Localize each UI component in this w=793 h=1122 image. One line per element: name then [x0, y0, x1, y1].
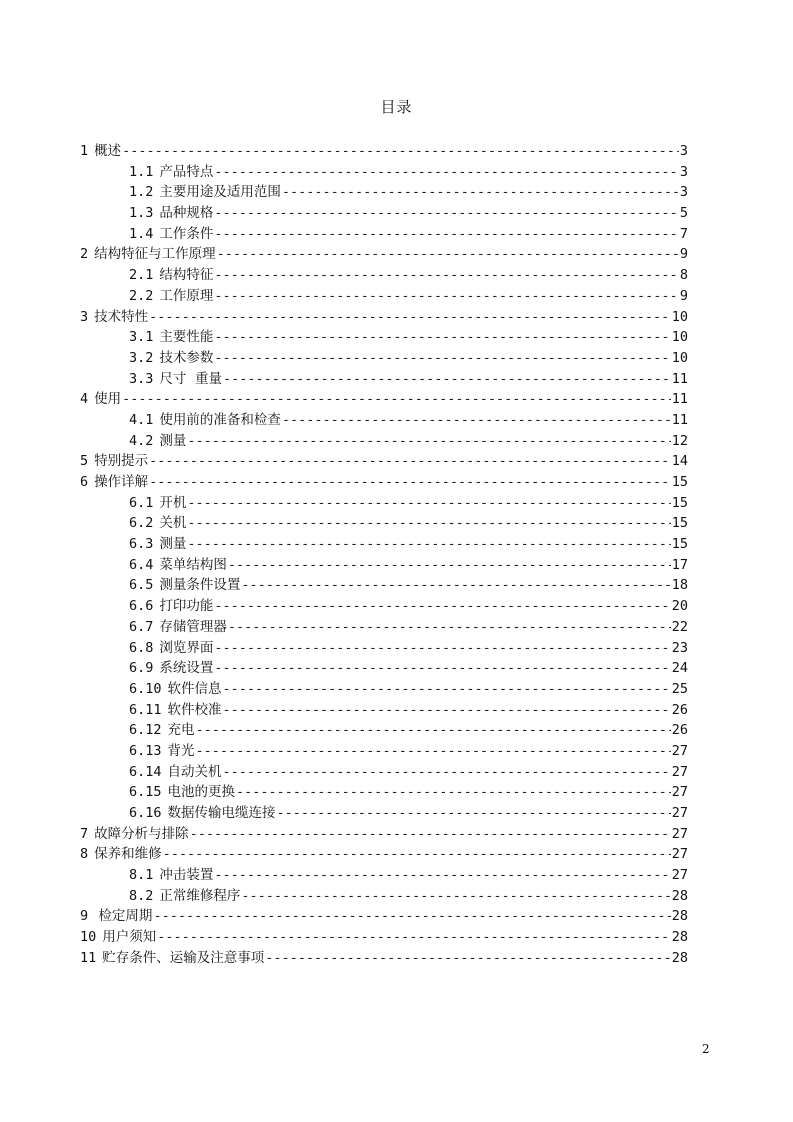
toc-entry-page: 7 — [679, 225, 688, 242]
toc-entry — [80, 555, 688, 576]
toc-entry-label: 尺寸 重量 — [159, 370, 222, 387]
toc-entry-label: 贮存条件、运输及注意事项 — [102, 949, 265, 966]
toc-entry-number: 6 — [80, 474, 89, 490]
toc-entry — [80, 803, 688, 824]
toc-entry-page: 28 — [671, 929, 688, 946]
toc-entry-label: 软件校准 — [167, 701, 222, 718]
toc-entry-number: 6.6 — [129, 598, 154, 615]
toc-dot-leader — [190, 824, 671, 845]
toc-entry-label: 关机 — [159, 515, 187, 532]
toc-entry-number: 6.12 — [129, 722, 162, 739]
toc-entry — [80, 307, 688, 328]
toc-entry-label: 开机 — [159, 494, 187, 511]
toc-entry-number: 1.3 — [129, 205, 154, 222]
toc-entry — [80, 575, 688, 596]
toc-entry-number: 3.2 — [129, 349, 154, 366]
toc-entry — [80, 431, 688, 452]
toc-dot-leader — [228, 617, 671, 638]
toc-entry-page: 27 — [671, 805, 688, 821]
toc-entry-number: 3.1 — [129, 329, 154, 346]
toc-entry-label: 技术特性 — [94, 308, 149, 325]
toc-entry-label: 菜单结构图 — [159, 556, 227, 573]
toc-entry-page: 15 — [671, 515, 688, 532]
toc-entry-label: 存储管理器 — [159, 618, 227, 635]
toc-entry-label: 正常维修程序 — [159, 887, 241, 904]
toc-dot-leader — [214, 348, 670, 369]
toc-dot-leader — [228, 555, 671, 576]
toc-entry-label: 结构特征 — [159, 267, 214, 284]
toc-entry-page: 27 — [671, 742, 688, 759]
toc-entry-number: 6.5 — [129, 577, 154, 594]
toc-entry-number: 5 — [80, 453, 89, 470]
toc-entry-number: 6.7 — [129, 618, 154, 635]
toc-entry-page: 18 — [671, 577, 688, 594]
toc-entry-page: 15 — [671, 494, 688, 511]
toc-dot-leader — [187, 513, 670, 534]
toc-entry-label: 打印功能 — [159, 598, 214, 615]
toc-dot-leader — [187, 534, 670, 555]
toc-dot-leader — [122, 389, 671, 410]
toc-entry-label: 使用 — [94, 391, 122, 408]
toc-entry — [80, 886, 688, 907]
toc-entry-number: 1 — [80, 143, 89, 159]
toc-entry-number: 11 — [80, 949, 97, 966]
toc-entry-page: 27 — [671, 763, 688, 780]
toc-entry — [80, 286, 688, 307]
toc-dot-leader — [214, 865, 670, 886]
toc-entry — [80, 720, 688, 741]
toc-entry-label: 工作条件 — [159, 225, 214, 242]
toc-entry-label: 检定周期 — [94, 908, 153, 925]
toc-dot-leader — [223, 700, 671, 721]
toc-entry — [80, 948, 688, 969]
toc-entry-label: 自动关机 — [167, 763, 222, 780]
toc-entry-label: 操作详解 — [94, 474, 149, 490]
toc-entry-label: 用户须知 — [102, 929, 157, 946]
toc-entry-page: 9 — [679, 246, 688, 263]
toc-entry-page: 22 — [671, 618, 688, 635]
toc-entry-page: 14 — [671, 453, 688, 470]
toc-dot-leader — [265, 948, 670, 969]
toc-entry-page: 11 — [671, 411, 688, 428]
toc-entry — [80, 513, 688, 534]
toc-entry-number: 3.3 — [129, 370, 154, 387]
toc-entry — [80, 700, 688, 721]
toc-entry-number: 8.1 — [129, 867, 154, 884]
toc-entry — [80, 162, 688, 183]
toc-entry-label: 故障分析与排除 — [94, 825, 189, 842]
toc-entry-label: 数据传输电缆连接 — [167, 805, 276, 821]
toc-dot-leader — [214, 596, 670, 617]
toc-dot-leader — [214, 162, 678, 183]
toc-entry-page: 23 — [671, 639, 688, 656]
toc-entry — [80, 141, 688, 162]
toc-entry-number: 6.9 — [129, 660, 154, 677]
toc-entry-label: 背光 — [167, 742, 195, 759]
toc-dot-leader — [223, 762, 671, 783]
toc-dot-leader — [196, 720, 671, 741]
toc-entry — [80, 824, 688, 845]
toc-entry-number: 9 — [80, 908, 89, 925]
toc-dot-leader — [277, 803, 671, 824]
toc-dot-leader — [187, 431, 670, 452]
toc-entry-label: 浏览界面 — [159, 639, 214, 656]
toc-dot-leader — [122, 141, 679, 162]
toc-entry — [80, 865, 688, 886]
toc-entry-number: 4.2 — [129, 432, 154, 449]
toc-entry-number: 1.2 — [129, 184, 154, 201]
toc-entry-label: 使用前的准备和检查 — [159, 411, 281, 428]
toc-entry — [80, 369, 688, 390]
toc-dot-leader — [236, 782, 671, 803]
toc-dot-leader — [282, 410, 671, 431]
toc-entry-label: 充电 — [167, 722, 195, 739]
toc-entry-label: 系统设置 — [159, 660, 214, 677]
toc-dot-leader — [223, 679, 671, 700]
toc-dot-leader — [149, 451, 671, 472]
toc-entry-label: 测量 — [159, 536, 187, 553]
toc-entry-page: 5 — [679, 205, 688, 222]
toc-entry-page: 10 — [671, 349, 688, 366]
toc-entry-page: 24 — [671, 660, 688, 677]
toc-entry-number: 6.15 — [129, 784, 162, 801]
toc-entry — [80, 493, 688, 514]
toc-dot-leader — [241, 886, 670, 907]
toc-entry — [80, 596, 688, 617]
toc-entry-number: 6.2 — [129, 515, 154, 532]
toc-entry-page: 28 — [671, 908, 688, 925]
toc-entry — [80, 472, 688, 493]
toc-dot-leader — [153, 906, 670, 927]
toc-dot-leader — [282, 182, 679, 203]
toc-entry — [80, 182, 688, 203]
toc-entry-page: 11 — [671, 391, 688, 408]
toc-entry — [80, 534, 688, 555]
toc-entry-label: 电池的更换 — [167, 784, 236, 801]
toc-dot-leader — [149, 472, 671, 493]
toc-entry-page: 10 — [671, 329, 688, 346]
toc-entry — [80, 348, 688, 369]
toc-dot-leader — [214, 224, 678, 245]
toc-dot-leader — [163, 844, 671, 865]
toc-entry-number: 6.3 — [129, 536, 154, 553]
toc-entry-number: 1.1 — [129, 163, 154, 180]
toc-entry-number: 6.11 — [129, 701, 162, 718]
toc-dot-leader — [187, 493, 670, 514]
toc-entry-label: 产品特点 — [159, 163, 214, 180]
toc-entry-page: 27 — [671, 784, 688, 801]
toc-dot-leader — [223, 369, 671, 390]
toc-entry-number: 2 — [80, 246, 89, 263]
toc-entry-page: 28 — [671, 887, 688, 904]
toc-entry-number: 6.16 — [129, 805, 162, 821]
toc-entry-label: 工作原理 — [159, 287, 214, 304]
toc-entry — [80, 265, 688, 286]
toc-entry-number: 3 — [80, 308, 89, 325]
toc-dot-leader — [214, 203, 678, 224]
toc-entry-page: 3 — [679, 143, 688, 159]
toc-entry-number: 1.4 — [129, 225, 154, 242]
toc-entry-label: 结构特征与工作原理 — [94, 246, 216, 263]
toc-entry-number: 6.13 — [129, 742, 162, 759]
toc-dot-leader — [241, 575, 670, 596]
toc-entry-number: 7 — [80, 825, 89, 842]
toc-entry-page: 10 — [671, 308, 688, 325]
toc-entry-page: 27 — [671, 825, 688, 842]
toc-dot-leader — [149, 307, 671, 328]
toc-entry-page: 26 — [671, 722, 688, 739]
toc-entry-number: 6.4 — [129, 556, 154, 573]
toc-entry-label: 特别提示 — [94, 453, 149, 470]
toc-entry-page: 27 — [671, 846, 688, 863]
toc-entry — [80, 389, 688, 410]
toc-entry-label: 概述 — [94, 143, 122, 159]
toc-entry — [80, 327, 688, 348]
page-number: 2 — [702, 1042, 710, 1056]
toc-entry-number: 8.2 — [129, 887, 154, 904]
toc-entry-page: 12 — [671, 432, 688, 449]
toc-entry — [80, 782, 688, 803]
toc-entry — [80, 762, 688, 783]
toc-entry — [80, 203, 688, 224]
toc-entry-number: 6.8 — [129, 639, 154, 656]
toc-entry-number: 6.10 — [129, 680, 162, 697]
toc-entry — [80, 741, 688, 762]
toc-entry — [80, 658, 688, 679]
toc-entry — [80, 844, 688, 865]
toc-entry-number: 4 — [80, 391, 89, 408]
toc-entry-page: 20 — [671, 598, 688, 615]
toc-entry-page: 11 — [671, 370, 688, 387]
toc-entry-page: 25 — [671, 680, 688, 697]
toc-dot-leader — [214, 286, 678, 307]
toc-entry — [80, 927, 688, 948]
toc-entry — [80, 679, 688, 700]
toc-entry — [80, 244, 688, 265]
toc-dot-leader — [157, 927, 670, 948]
toc-dot-leader — [214, 658, 670, 679]
table-of-contents — [80, 141, 688, 969]
toc-dot-leader — [214, 327, 670, 348]
toc-entry — [80, 617, 688, 638]
toc-entry-number: 4.1 — [129, 411, 154, 428]
toc-dot-leader — [217, 244, 679, 265]
toc-entry-label: 品种规格 — [159, 205, 214, 222]
toc-entry — [80, 410, 688, 431]
toc-entry — [80, 224, 688, 245]
toc-entry-label: 测量 — [159, 432, 187, 449]
toc-entry-label: 冲击装置 — [159, 867, 214, 884]
toc-entry-page: 26 — [671, 701, 688, 718]
toc-entry-number: 2.1 — [129, 267, 154, 284]
toc-entry-page: 15 — [671, 536, 688, 553]
toc-entry-page: 28 — [671, 949, 688, 966]
toc-entry-number: 8 — [80, 846, 89, 863]
toc-entry-label: 主要用途及适用范围 — [159, 184, 281, 201]
toc-dot-leader — [196, 741, 671, 762]
toc-entry-number: 2.2 — [129, 287, 154, 304]
toc-entry-page: 3 — [679, 163, 688, 180]
toc-entry-label: 技术参数 — [159, 349, 214, 366]
toc-entry — [80, 906, 688, 927]
toc-entry-number: 6.1 — [129, 494, 154, 511]
toc-entry-label: 保养和维修 — [94, 846, 162, 863]
toc-entry — [80, 638, 688, 659]
toc-dot-leader — [214, 638, 670, 659]
toc-entry-label: 主要性能 — [159, 329, 214, 346]
toc-entry — [80, 451, 688, 472]
toc-entry-page: 27 — [671, 867, 688, 884]
toc-entry-page: 15 — [671, 474, 688, 490]
toc-entry-number: 10 — [80, 929, 97, 946]
toc-entry-page: 3 — [679, 184, 688, 201]
toc-entry-page: 9 — [679, 287, 688, 304]
toc-entry-label: 软件信息 — [167, 680, 222, 697]
toc-entry-page: 8 — [679, 267, 688, 284]
toc-dot-leader — [214, 265, 678, 286]
toc-title: 目录 — [380, 98, 413, 116]
toc-entry-number: 6.14 — [129, 763, 162, 780]
toc-entry-page: 17 — [671, 556, 688, 573]
toc-entry-label: 测量条件设置 — [159, 577, 241, 594]
